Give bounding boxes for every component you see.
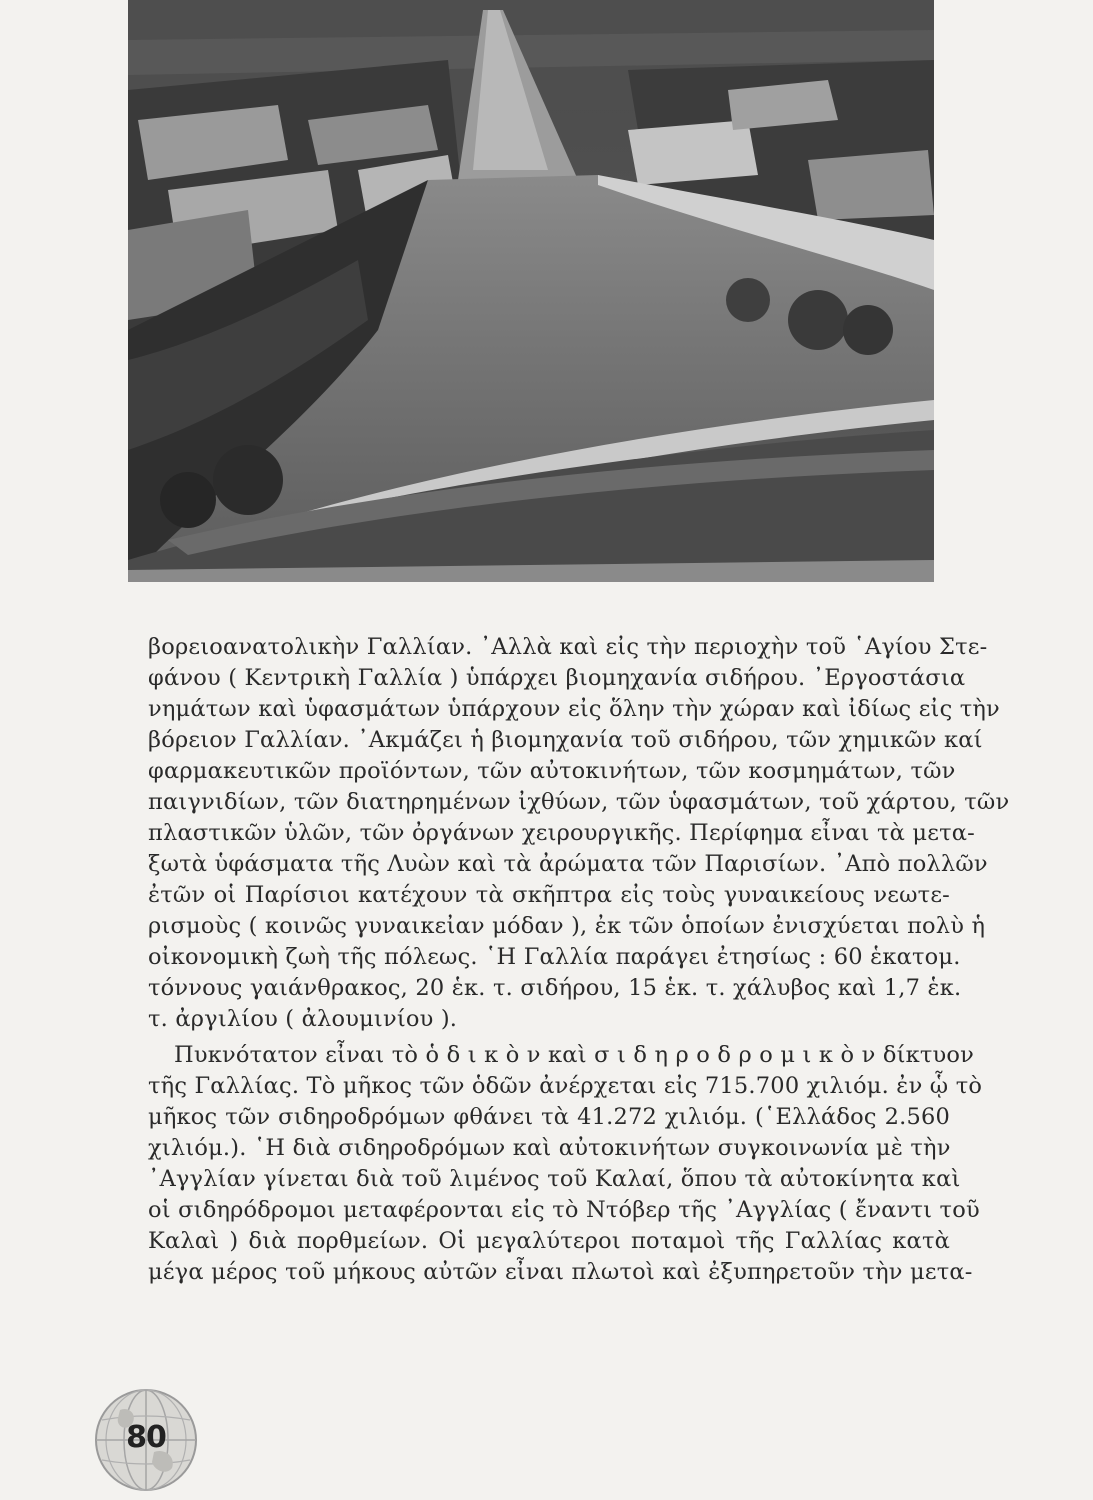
text-line: οἱ σιδηρόδρομοι μεταφέρονται εἰς τὸ Ντόβερ τῆς ᾿Αγγλίας ( ἔναντι τοῦ: [148, 1197, 980, 1223]
text-line: τῆς Γαλλίας. Τὸ μῆκος τῶν ὁδῶν ἀνέρχεται εἰς 715.700 χιλιόμ. ἐν ᾧ τὸ: [148, 1073, 983, 1099]
paragraph: [148, 632, 1010, 1035]
text-line: νημάτων καὶ ὑφασμάτων ὑπάρχουν εἰς ὅλην τὴν χώραν καὶ ἰδίως εἰς τὴν: [148, 696, 1000, 722]
text-line: φαρμακευτικῶν προϊόντων, τῶν αὐτοκινήτων, τῶν κοσμημάτων, τῶν: [148, 758, 956, 784]
text-line: μῆκος τῶν σιδηροδρόμων φθάνει τὰ 41.272 χιλιόμ. (῾Ελλάδος 2.560: [148, 1104, 950, 1130]
text-line: οἰκονομικὴ ζωὴ τῆς πόλεως. ῾Η Γαλλία παράγει ἐτησίως : 60 ἑκατομ.: [148, 944, 961, 970]
page-number: 80: [126, 1420, 166, 1455]
text-line: βόρειον Γαλλίαν. ᾿Ακμάζει ἡ βιομηχανία τοῦ σιδήρου, τῶν χημικῶν καί: [148, 727, 983, 753]
paragraph: [148, 1040, 983, 1288]
text-line: πλαστικῶν ὑλῶν, τῶν ὀργάνων χειρουργικῆς. Περίφημα εἶναι τὰ μετα-: [148, 820, 975, 846]
body-text: [148, 632, 1010, 1288]
text-line: μέγα μέρος τοῦ μήκους αὐτῶν εἶναι πλωτοὶ καὶ ἐξυπηρετοῦν τὴν μετα-: [148, 1259, 973, 1285]
text-line: βορειοανατολικὴν Γαλλίαν. ᾿Αλλὰ καὶ εἰς τὴν περιοχὴν τοῦ ῾Αγίου Στε-: [148, 634, 988, 660]
canal-photograph-graphic: [128, 0, 934, 582]
text-line: Καλαὶ ) διὰ πορθμείων. Οἱ μεγαλύτεροι ποταμοὶ τῆς Γαλλίας κατὰ: [148, 1228, 950, 1254]
canal-photograph: [128, 0, 934, 582]
text-line: τ. ἀργιλίου ( ἀλουμινίου ).: [148, 1006, 458, 1032]
text-line: ρισμοὺς ( κοινῶς γυναικεἰαν μόδαν ), ἐκ τῶν ὁποίων ἐνισχύεται πολὺ ἡ: [148, 913, 986, 939]
text-line: χιλιόμ.). ῾Η διὰ σιδηροδρόμων καὶ αὐτοκινήτων συγκοινωνία μὲ τὴν: [148, 1135, 951, 1161]
text-line: τόννους γαιάνθρακος, 20 ἑκ. τ. σιδήρου, 15 ἑκ. τ. χάλυβος καὶ 1,7 ἑκ.: [148, 975, 962, 1001]
text-line: παιγνιδίων, τῶν διατηρημένων ἰχθύων, τῶν ὑφασμάτων, τοῦ χάρτου, τῶν: [148, 789, 1010, 815]
page-number-badge: [92, 1386, 200, 1494]
text-line: φάνου ( Κεντρικὴ Γαλλία ) ὑπάρχει βιομηχανία σιδήρου. ᾿Εργοστάσια: [148, 665, 966, 691]
text-line: Πυκνότατον εἶναι τὸ ὁ δ ι κ ὸ ν καὶ σ ι δ η ρ ο δ ρ ο μ ι κ ὸ ν δίκτυον: [174, 1042, 975, 1068]
text-line: ξωτὰ ὑφάσματα τῆς Λυὼν καὶ τὰ ἀρώματα τῶν Παρισίων. ᾿Απὸ πολλῶν: [148, 851, 988, 877]
text-line: ἐτῶν οἱ Παρίσιοι κατέχουν τὰ σκῆπτρα εἰς τοὺς γυναικείους νεωτε-: [148, 882, 950, 908]
text-line: ᾿Αγγλίαν γίνεται διὰ τοῦ λιμένος τοῦ Καλαί, ὅπου τὰ αὐτοκίνητα καὶ: [148, 1166, 961, 1192]
